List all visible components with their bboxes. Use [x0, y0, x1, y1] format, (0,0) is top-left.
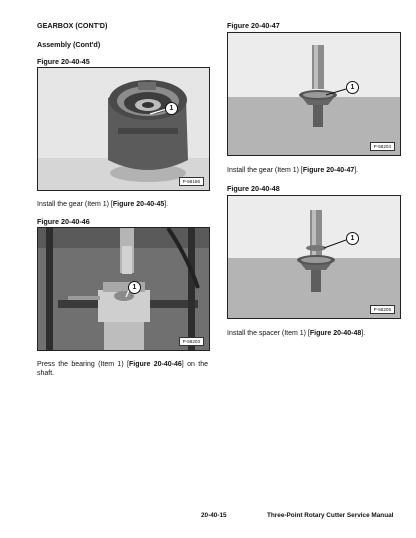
photo-code: P-58203	[179, 337, 204, 346]
instruction-fig46: Press the bearing (Item 1) [Figure 20-40-46] on the shaft.	[37, 361, 208, 377]
figure-photo-gearbox-gear	[37, 67, 210, 191]
figure-label-48: Figure 20-40-48	[227, 184, 280, 193]
photo-code: P-58186	[179, 177, 204, 186]
press-illustration	[38, 228, 209, 350]
figure-label-45: Figure 20-40-45	[37, 57, 90, 66]
gearbox-housing-illustration	[38, 68, 209, 190]
photo-code: P-58204	[370, 142, 395, 151]
figure-photo-bearing-press	[37, 227, 210, 351]
figure-ref: Figure 20-40-46	[128, 361, 182, 368]
figure-ref: Figure 20-40-45	[112, 201, 165, 208]
instruction-fig45: Install the gear (Item 1) [Figure 20-40-45].	[37, 201, 169, 208]
instruction-fig47: Install the gear (Item 1) [Figure 20-40-47].	[227, 167, 359, 174]
figure-label-46: Figure 20-40-46	[37, 217, 90, 226]
page-number: 20-40-15	[201, 512, 227, 519]
figure-photo-spacer-shaft	[227, 195, 401, 319]
subsection-title: Assembly (Cont'd)	[37, 40, 101, 49]
figure-label-47: Figure 20-40-47	[227, 21, 280, 30]
spacer-shaft-illustration	[228, 196, 400, 318]
callout-1: 1	[346, 232, 359, 245]
callout-1: 1	[128, 281, 141, 294]
gear-shaft-illustration	[228, 33, 400, 155]
figure-ref: Figure 20-40-48	[309, 330, 362, 337]
photo-code: P-58205	[370, 305, 395, 314]
figure-ref: Figure 20-40-47	[302, 167, 355, 174]
manual-title: Three-Point Rotary Cutter Service Manual	[267, 512, 394, 519]
instruction-fig48: Install the spacer (Item 1) [Figure 20-40-48].	[227, 330, 366, 337]
callout-1: 1	[346, 81, 359, 94]
section-title: GEARBOX (CONT'D)	[37, 21, 108, 30]
callout-1: 1	[165, 102, 178, 115]
figure-photo-gear-shaft	[227, 32, 401, 156]
